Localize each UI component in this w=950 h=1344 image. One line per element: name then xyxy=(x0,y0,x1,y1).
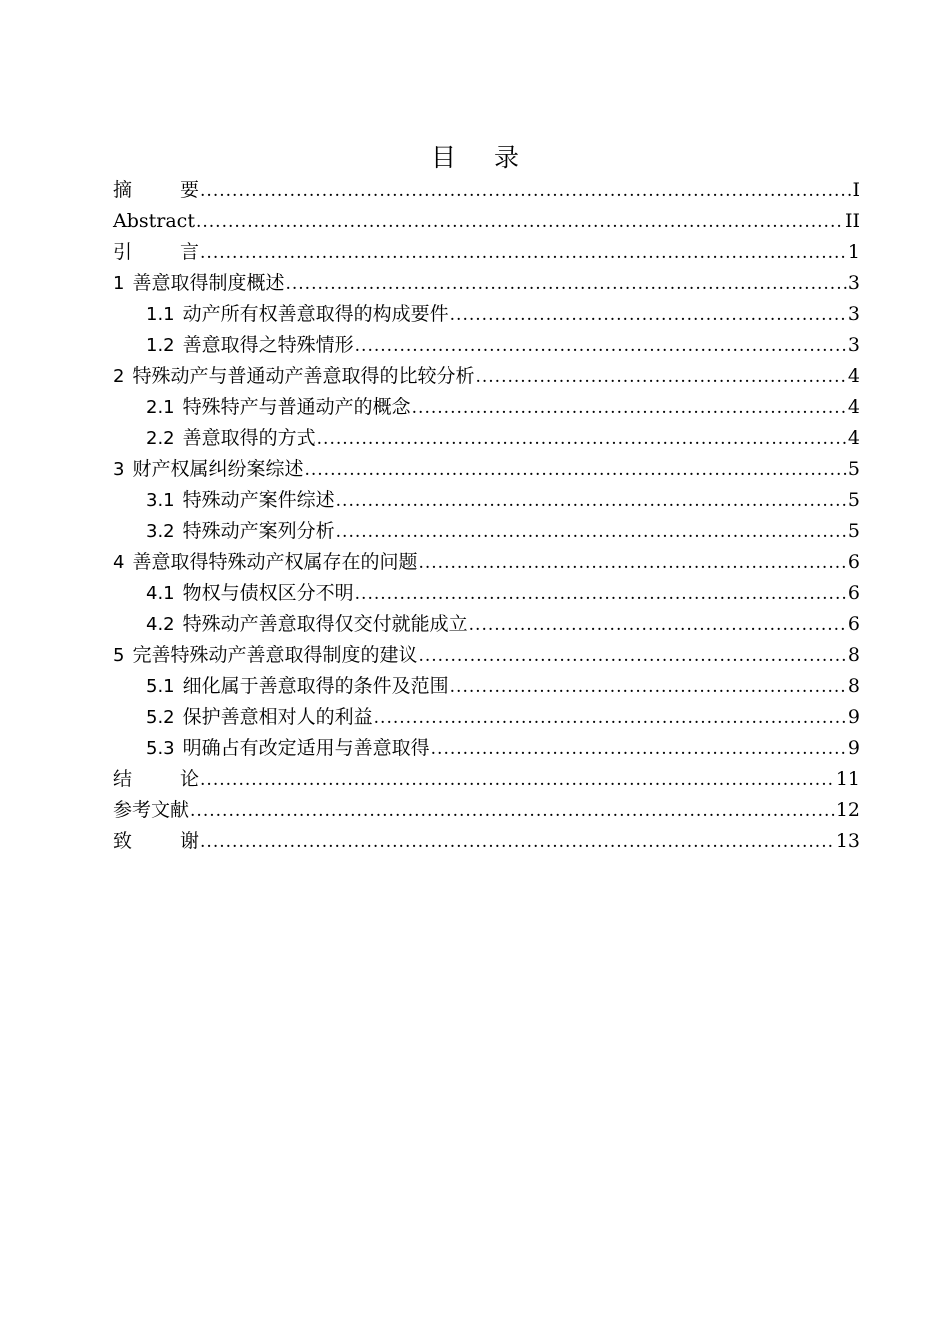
toc-entry-label xyxy=(146,485,335,516)
toc-entry-page-number: I xyxy=(852,179,860,201)
toc-entry-number: 5.3 xyxy=(146,738,175,759)
toc-entry-title: Abstract xyxy=(113,210,195,232)
toc-entry-title: 完善特殊动产善意取得制度的建议 xyxy=(132,644,418,666)
toc-entry[interactable] xyxy=(113,268,860,299)
toc-entry[interactable] xyxy=(113,764,860,795)
toc-entry-number: 5.1 xyxy=(146,676,175,697)
toc-entry-title: 善意取得之特殊情形 xyxy=(182,334,354,356)
toc-entry-page-number: 8 xyxy=(847,675,860,697)
toc-title-part1: 目 xyxy=(430,143,456,172)
toc-dot-leader xyxy=(200,827,835,858)
toc-title xyxy=(0,138,950,178)
toc-dot-leader xyxy=(469,610,847,641)
toc-entry-page-number: 1 xyxy=(847,241,860,263)
toc-entry-page-number: 5 xyxy=(847,489,860,511)
toc-entry[interactable] xyxy=(113,733,860,764)
toc-entry-page-number: 6 xyxy=(847,551,860,573)
toc-entry[interactable] xyxy=(113,671,860,702)
toc-dot-leader xyxy=(200,765,835,796)
toc-entry-label xyxy=(146,516,335,547)
toc-entry-label xyxy=(146,733,430,764)
toc-entry-label xyxy=(113,795,189,826)
toc-entry-page-number: 5 xyxy=(847,520,860,542)
toc-entry[interactable] xyxy=(113,206,860,237)
toc-entry-label xyxy=(146,299,449,330)
toc-entry[interactable] xyxy=(113,826,860,857)
toc-entry-label xyxy=(146,609,468,640)
toc-entry[interactable] xyxy=(113,423,860,454)
toc-entry-page-number: 9 xyxy=(847,737,860,759)
toc-entry[interactable] xyxy=(113,795,860,826)
toc-entry-page-number: 8 xyxy=(847,644,860,666)
toc-entry-label xyxy=(113,547,417,578)
toc-entry[interactable] xyxy=(113,237,860,268)
toc-entry-label xyxy=(146,702,373,733)
toc-entry-number: 2.2 xyxy=(146,428,175,449)
toc-entry[interactable] xyxy=(113,547,860,578)
toc-entry-title: 特殊动产案列分析 xyxy=(182,520,335,542)
toc-entry[interactable] xyxy=(113,361,860,392)
toc-entry[interactable] xyxy=(113,640,860,671)
toc-entry[interactable] xyxy=(113,702,860,733)
toc-entry-number: 2.1 xyxy=(146,397,175,418)
toc-entry-label xyxy=(146,423,316,454)
toc-entry[interactable] xyxy=(113,454,860,485)
toc-entry-label xyxy=(113,268,284,299)
toc-dot-leader xyxy=(196,207,844,238)
toc-entry-number: 5 xyxy=(113,645,125,666)
toc-entry-label xyxy=(113,826,199,857)
toc-entry-label xyxy=(146,578,354,609)
toc-entry-page-number: 12 xyxy=(835,799,860,821)
toc-entry-number: 4.2 xyxy=(146,614,175,635)
toc-dot-leader xyxy=(317,424,847,455)
toc-entry[interactable] xyxy=(113,609,860,640)
toc-dot-leader xyxy=(304,455,846,486)
toc-entry-title: 明确占有改定适用与善意取得 xyxy=(182,737,430,759)
toc-entry-label xyxy=(113,237,199,268)
toc-entry-title: 动产所有权善意取得的构成要件 xyxy=(182,303,449,325)
toc-entry-title: 结论 xyxy=(113,768,200,790)
toc-entry-number: 3.2 xyxy=(146,521,175,542)
toc-entry-number: 5.2 xyxy=(146,707,175,728)
toc-entry-number: 2 xyxy=(113,366,125,387)
toc-dot-leader xyxy=(355,579,847,610)
toc-dot-leader xyxy=(475,362,846,393)
toc-dot-leader xyxy=(412,393,847,424)
toc-dot-leader xyxy=(355,331,847,362)
toc-entry-title: 特殊动产与普通动产善意取得的比较分析 xyxy=(132,365,475,387)
toc-dot-leader xyxy=(336,486,847,517)
toc-dot-leader xyxy=(450,672,847,703)
toc-entry-page-number: 9 xyxy=(847,706,860,728)
toc-entry-label xyxy=(146,671,449,702)
toc-entry-number: 1.2 xyxy=(146,335,175,356)
toc-entry-page-number: 3 xyxy=(847,303,860,325)
toc-entry-label xyxy=(113,206,195,237)
toc-entry-title: 致谢 xyxy=(113,830,200,852)
toc-entry-label xyxy=(146,392,411,423)
toc-dot-leader xyxy=(200,176,851,207)
toc-entry-title: 保护善意相对人的利益 xyxy=(182,706,373,728)
toc-dot-leader xyxy=(285,269,846,300)
toc-dot-leader xyxy=(200,238,847,269)
toc-entry-page-number: 4 xyxy=(847,396,860,418)
toc-entry-title: 物权与债权区分不明 xyxy=(182,582,354,604)
toc-entry-title: 特殊动产案件综述 xyxy=(182,489,335,511)
toc-entry-title: 细化属于善意取得的条件及范围 xyxy=(182,675,449,697)
toc-entry-label xyxy=(146,330,354,361)
toc-entry[interactable] xyxy=(113,299,860,330)
toc-entry-label xyxy=(113,175,199,206)
toc-entry[interactable] xyxy=(113,485,860,516)
toc-entry-page-number: 4 xyxy=(847,427,860,449)
toc-dot-leader xyxy=(431,734,847,765)
toc-entry-title: 特殊动产善意取得仅交付就能成立 xyxy=(182,613,468,635)
toc-entry-page-number: 6 xyxy=(847,613,860,635)
toc-entry-label xyxy=(113,640,417,671)
toc-entry-page-number: 11 xyxy=(835,768,860,790)
toc-entry[interactable] xyxy=(113,578,860,609)
toc-entry-page-number: 3 xyxy=(847,334,860,356)
toc-dot-leader xyxy=(450,300,847,331)
toc-dot-leader xyxy=(374,703,847,734)
toc-entry-title: 财产权属纠纷案综述 xyxy=(132,458,304,480)
toc-title-part2: 录 xyxy=(494,143,520,172)
toc-entry-page-number: 3 xyxy=(847,272,860,294)
toc-entry-title: 善意取得的方式 xyxy=(182,427,316,449)
toc-entry-title: 参考文献 xyxy=(113,799,190,821)
toc-dot-leader xyxy=(336,517,847,548)
toc-dot-leader xyxy=(190,796,835,827)
toc-entry-number: 4 xyxy=(113,552,125,573)
toc-entry-page-number: 13 xyxy=(835,830,860,852)
toc-entry-title: 摘要 xyxy=(113,179,200,201)
toc-list xyxy=(113,175,860,857)
toc-entry-label xyxy=(113,764,199,795)
toc-entry-title: 引言 xyxy=(113,241,200,263)
toc-dot-leader xyxy=(418,548,846,579)
toc-entry-number: 4.1 xyxy=(146,583,175,604)
toc-entry-title: 善意取得特殊动产权属存在的问题 xyxy=(132,551,418,573)
toc-entry-number: 3 xyxy=(113,459,125,480)
toc-entry-label xyxy=(113,361,474,392)
toc-entry-page-number: 5 xyxy=(847,458,860,480)
toc-entry-page-number: 4 xyxy=(847,365,860,387)
toc-entry-number: 1 xyxy=(113,273,125,294)
toc-entry-title: 善意取得制度概述 xyxy=(132,272,285,294)
toc-entry-number: 3.1 xyxy=(146,490,175,511)
toc-entry-label xyxy=(113,454,303,485)
toc-entry-number: 1.1 xyxy=(146,304,175,325)
toc-entry[interactable] xyxy=(113,392,860,423)
toc-entry-page-number: 6 xyxy=(847,582,860,604)
toc-entry[interactable] xyxy=(113,516,860,547)
toc-entry[interactable] xyxy=(113,175,860,206)
toc-entry-title: 特殊特产与普通动产的概念 xyxy=(182,396,411,418)
toc-entry[interactable] xyxy=(113,330,860,361)
toc-entry-page-number: II xyxy=(844,210,860,232)
toc-dot-leader xyxy=(418,641,846,672)
